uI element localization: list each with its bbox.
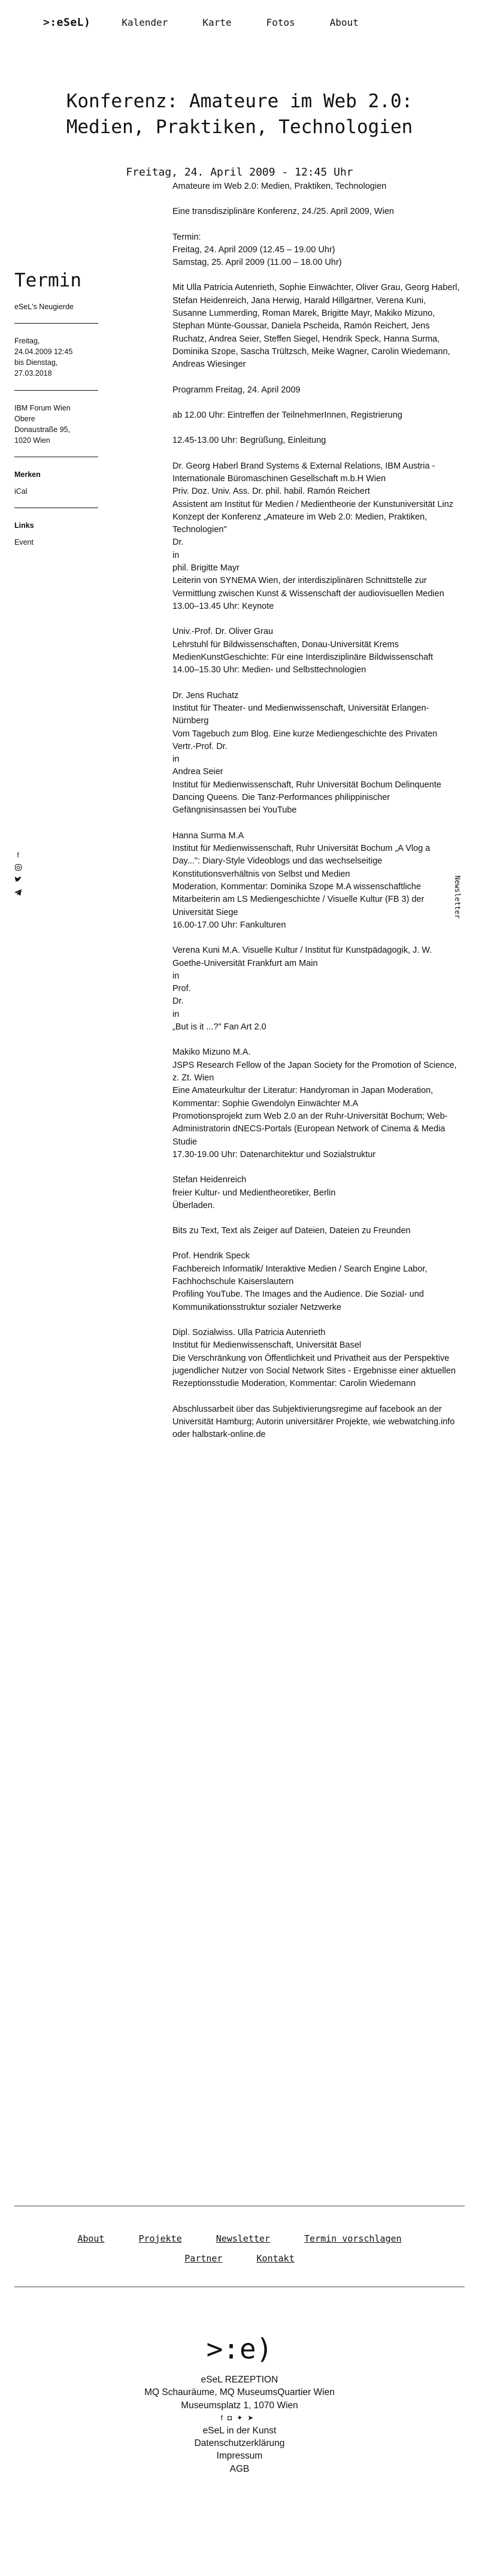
footer-link-agb[interactable]: AGB bbox=[229, 2463, 250, 2474]
event-title-line1: Konferenz: Amateure im Web 2.0: bbox=[66, 90, 413, 112]
nav-about[interactable]: About bbox=[329, 17, 359, 29]
paragraph: 12.45-13.00 Uhr: Begrüßung, Einleitung bbox=[172, 436, 326, 446]
site-footer bbox=[0, 2287, 479, 2475]
telegram-icon[interactable]: ➤ bbox=[247, 2414, 259, 2422]
facebook-icon[interactable]: f bbox=[220, 2414, 228, 2422]
paragraph: Dr. Georg Haberl Brand Systems & External Relations, IBM Austria - Internationale Büromaschinen Gesellschaft m.b.H Wien Priv. Doz. Univ. Ass. Dr. phil. habil. Ramón Reichert Assistent am Institut für Medien / Medientheorie der Kunstuniversität Linz Konzept der Konferenz „Amateure im Web 2.0: Medien, Praktiken, Technologien" Dr. in phil. Brigitte Mayr Leiterin von SYNEMA Wien, der interdisziplinären Schnittstelle zur Vermittlung zwischen Kunst & Wissenschaft der audiovisuellen Medien 13.00–13.45 Uhr: Keynote bbox=[172, 461, 454, 611]
footer-address-1: MQ Schauräume, MQ MuseumsQuartier Wien bbox=[144, 2387, 335, 2398]
footer-about-link[interactable]: About bbox=[77, 2233, 105, 2244]
footer-address-2: Museumsplatz 1, 1070 Wien bbox=[181, 2400, 298, 2411]
paragraph: Makiko Mizuno M.A. JSPS Research Fellow of the Japan Society for the Promotion of Science, z. Zt. Wien Eine Amateurkultur der Literatur: Handyroman in Japan Moderation, Kommentar: Sophie Gwendolyn Einwächter M.A Promotionsprojekt zum Web 2.0 an der Ruhr-Universität Bochum; Web-Administratorin dNECS-Portals (European Network of Cinema & Media Studie 17.30-19.00 Uhr: Datenarchitektur und Sozialstruktur bbox=[172, 1047, 457, 1159]
footer-kontakt-link[interactable]: Kontakt bbox=[256, 2252, 295, 2264]
footer-termin-link[interactable]: Termin vorschlagen bbox=[304, 2233, 402, 2244]
main-area bbox=[0, 180, 479, 2206]
main-nav bbox=[122, 16, 359, 29]
event-title-line2: Medien, Praktiken, Technologien bbox=[66, 116, 413, 138]
footer-nav bbox=[0, 2206, 479, 2287]
date-range: Freitag, 24.04.2009 12:45 bis Dienstag, 27.03.2018 bbox=[14, 337, 73, 378]
footer-link-kunst[interactable]: eSeL in der Kunst bbox=[202, 2425, 277, 2436]
paragraph: ab 12.00 Uhr: Eintreffen der TeilnehmerInnen, Registrierung bbox=[172, 410, 402, 420]
event-link[interactable]: Event bbox=[14, 538, 34, 547]
telegram-icon[interactable] bbox=[14, 889, 22, 896]
nav-karte[interactable]: Karte bbox=[202, 17, 232, 29]
nav-fotos[interactable]: Fotos bbox=[266, 17, 295, 29]
paragraph: Bits zu Text, Text als Zeiger auf Dateien, Dateien zu Freunden bbox=[172, 1226, 411, 1236]
sidebar bbox=[14, 270, 98, 548]
event-hero bbox=[0, 46, 479, 180]
twitter-icon[interactable] bbox=[14, 877, 22, 884]
paragraph: Stefan Heidenreich freier Kultur- und Medientheoretiker, Berlin Überladen. bbox=[172, 1175, 336, 1210]
instagram-icon[interactable]: ◘ bbox=[227, 2414, 237, 2422]
sidebar-heading: Termin bbox=[14, 269, 81, 291]
paragraph: Prof. Hendrik Speck Fachbereich Informatik/ Interaktive Medien / Search Engine Labor, Fachhochschule Kaiserslautern Profiling YouTube. The Images and the Audience. Die Sozial- und Kommunikationsstruktur sozialer Netzwerke bbox=[172, 1251, 428, 1312]
footer-newsletter-link[interactable]: Newsletter bbox=[216, 2233, 271, 2244]
paragraph: Univ.-Prof. Dr. Oliver Grau Lehrstuhl für Bildwissenschaften, Donau-Universität Krems MedienKunstGeschichte: Für eine Interdisziplinäre Bildwissenschaft 14.00–15.30 Uhr: Medien- und Selbsttechnologien bbox=[172, 627, 433, 675]
footer-logo: >:e) bbox=[206, 2332, 273, 2365]
paragraph: Verena Kuni M.A. Visuelle Kultur / Institut für Kunstpädagogik, J. W. Goethe-Universität Frankfurt am Main in Prof. Dr. in „But is it ...?" Fan Art 2.0 bbox=[172, 946, 432, 1032]
footer-link-datenschutz[interactable]: Datenschutzerklärung bbox=[194, 2438, 285, 2448]
paragraph: Termin: Freitag, 24. April 2009 (12.45 – 19.00 Uhr) Samstag, 25. April 2009 (11.00 – 18.00 Uhr) bbox=[172, 232, 342, 268]
social-icons bbox=[14, 851, 22, 896]
paragraph: Eine transdisziplinäre Konferenz, 24./25. April 2009, Wien bbox=[172, 207, 394, 217]
location: IBM Forum Wien Obere Donaustraße 95, 1020 Wien bbox=[14, 403, 71, 445]
links-label: Links bbox=[14, 521, 34, 530]
ical-link[interactable]: iCal bbox=[14, 487, 28, 496]
paragraph: Mit Ulla Patricia Autenrieth, Sophie Einwächter, Oliver Grau, Georg Haberl, Stefan Heidenreich, Jana Herwig, Harald Hillgärtner, Verena Kuni, Susanne Lummerding, Roman Marek, Brigitte Mayr, Makiko Mizuno, Stephan Münte-Goussar, Daniela Pscheida, Ramón Reichert, Jens Ruchatz, Andrea Seier, Steffen Siegel, Hendrik Speck, Hanna Surma, Dominika Szope, Sascha Trültzsch, Meike Wagner, Carolin Wiedemann, Andreas Wiesinger bbox=[172, 283, 460, 370]
paragraph: Abschlussarbeit über das Subjektivierungsregime auf facebook an der Universität Hamburg; Autorin universitärer Projekte, wie webwatching.info oder halbstark-online.de bbox=[172, 1404, 455, 1440]
top-bar bbox=[0, 0, 479, 46]
twitter-icon[interactable]: ✦ bbox=[237, 2414, 248, 2422]
divider bbox=[14, 390, 98, 391]
paragraph: Dr. Jens Ruchatz Institut für Theater- und Medienwissenschaft, Universität Erlangen-Nürnberg Vom Tagebuch zum Blog. Eine kurze Mediengeschichte des Privaten Vertr.-Prof. Dr. in Andrea Seier Institut für Medienwissenschaft, Ruhr Universität Bochum Delinquente Dancing Queens. Die Tanz-Performances philippinischer Gefängnisinsassen bei YouTube bbox=[172, 690, 441, 816]
merken-label: Merken bbox=[14, 470, 41, 479]
nav-kalender[interactable]: Kalender bbox=[122, 17, 168, 29]
sidebar-subheading: eSeL's Neugierde bbox=[14, 302, 74, 311]
paragraph: Programm Freitag, 24. April 2009 bbox=[172, 385, 301, 395]
footer-link-impressum[interactable]: Impressum bbox=[216, 2451, 263, 2462]
paragraph: Hanna Surma M.A Institut für Medienwissenschaft, Ruhr Universität Bochum „A Vlog a Day...": Diary-Style Videoblogs und das wechselseitige Konstitutionsverhältnis von Selbst und Medien Moderation, Kommentar: Dominika Szope M.A wissenschaftliche Mitarbeiterin am LS Mediengeschichte / Visuelle Kultur (FB 3) der Universität Siege 16.00-17.00 Uhr: Fankulturen bbox=[172, 831, 431, 930]
instagram-icon[interactable] bbox=[14, 864, 22, 871]
paragraph: Amateure im Web 2.0: Medien, Praktiken, Technologien bbox=[172, 181, 387, 191]
footer-name: eSeL REZEPTION bbox=[201, 2374, 278, 2385]
footer-partner-link[interactable]: Partner bbox=[184, 2252, 223, 2264]
newsletter-side-tab[interactable]: Newsletter bbox=[453, 875, 462, 919]
event-title bbox=[0, 89, 479, 141]
footer-social-icons bbox=[0, 2413, 479, 2423]
event-description bbox=[172, 180, 460, 1454]
event-date: Freitag, 24. April 2009 - 12:45 Uhr bbox=[126, 165, 353, 179]
paragraph: Dipl. Sozialwiss. Ulla Patricia Autenrieth Institut für Medienwissenschaft, Universität Basel Die Verschränkung von Öffentlichkeit und Privatheit aus der Perspektive jugendlicher Nutzer von Social Network Sites - Ergebnisse einer aktuellen Rezeptionsstudie Moderation, Kommentar: Carolin Wiedemann bbox=[172, 1328, 456, 1389]
facebook-icon[interactable]: f bbox=[17, 850, 19, 859]
footer-projekte-link[interactable]: Projekte bbox=[138, 2233, 182, 2244]
divider bbox=[14, 323, 98, 324]
site-logo[interactable]: >:eSeL) bbox=[43, 16, 91, 29]
